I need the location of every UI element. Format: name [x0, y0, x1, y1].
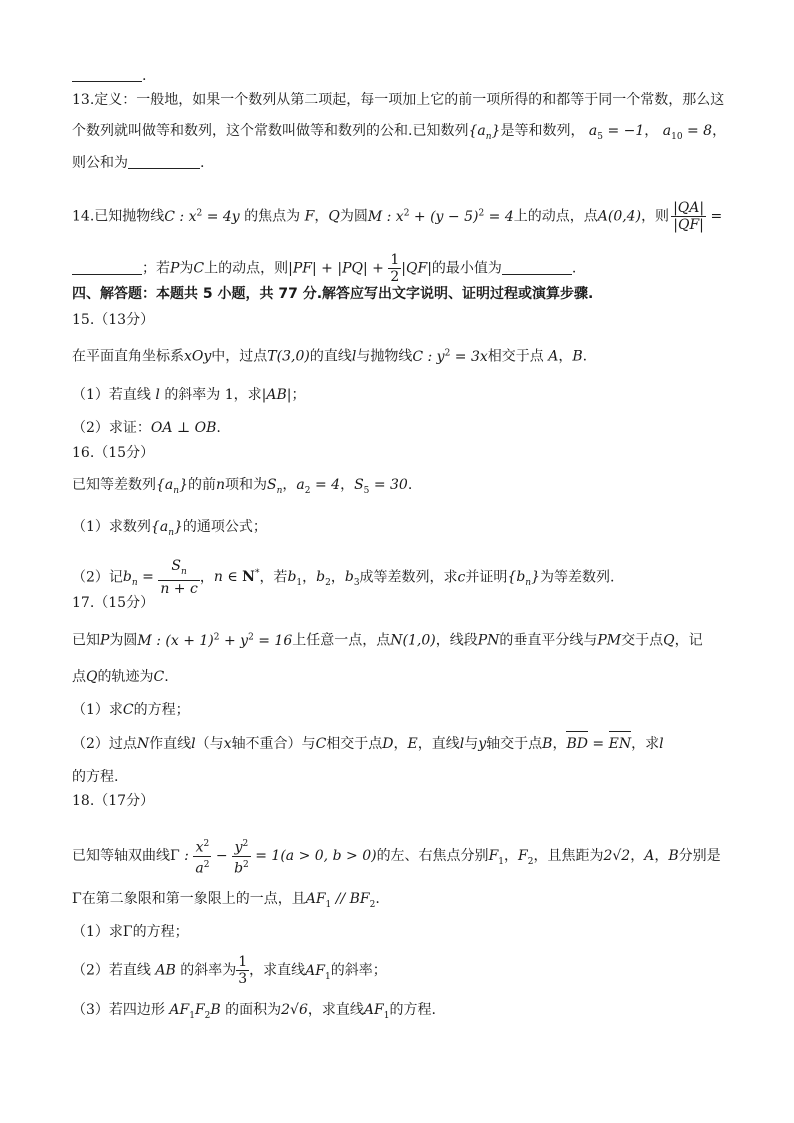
section-4-heading: 四、解答题：本题共 5 小题，共 77 分.解答应写出文字说明、证明过程或演算步骤. — [72, 286, 594, 302]
answer-blank — [502, 274, 572, 275]
answer-blank — [72, 81, 142, 82]
q16-part-2: （2）记$b_n$ = $\frac{S_n}{n + c}$ ，n ∈ N*，若$b_1$，$b_2$，$b_3$成等差数列，求c并证明$\{b_n\}$为等差数列. — [72, 558, 615, 597]
q18-part-1: （1）求Γ的方程； — [72, 924, 189, 940]
q18-header: 18.（17分） — [72, 793, 155, 809]
q17-part-2-cont: 的方程. — [72, 769, 119, 785]
q17-part-1: （1）求C的方程； — [72, 702, 190, 718]
q17-stem-2: 点Q的轨迹为C. — [72, 669, 169, 685]
q16-stem: 已知等差数列$\{a_n\}$的前n项和为$S_n$，$a_2 = 4$，$S_5 = 30$. — [72, 477, 413, 496]
q18-part-3: （3）若四边形 $AF_1F_2B$ 的面积为2√6，求直线$AF_1$的方程. — [72, 1002, 436, 1021]
q13-line-2: 个数列就叫做等和数列，这个常数叫做等和数列的公和.已知数列$\{a_n\}$是等和数列， $a_5 = -1$， $a_{10} = 8$， — [72, 123, 727, 142]
answer-blank — [72, 274, 142, 275]
q15-header: 15.（13分） — [72, 312, 155, 328]
q15-stem: 在平面直角坐标系xOy中，过点T(3,0)的直线l与抛物线C : $y^2 = 3x$相交于点 A，B. — [72, 348, 588, 365]
q13-line-1: 13.定义：一般地，如果一个数列从第二项起，每一项加上它的前一项所得的和都等于同一个常数，那么这 — [72, 92, 725, 108]
q14-line-1: 14.已知抛物线C : $x^2 = 4y$ 的焦点为 F，Q为圆M : $x^2 + (y - 5)^2 = 4$上的动点，点A(0,4)，则 $\frac{|QA|}{|QF|}$ = — [72, 200, 723, 233]
q18-stem-2: Γ在第二象限和第一象限上的一点，且$AF_1 // BF_2$. — [72, 891, 380, 910]
q17-header: 17.（15分） — [72, 595, 155, 611]
q13-line-3: 则公和为 . — [72, 155, 205, 171]
q18-stem-1: 已知等轴双曲线Γ : $\frac{x^2}{a^2}$ − $\frac{y^2}{b^2}$ = 1(a > 0, b > 0)的左、右焦点分别$F_1$，$F_2$，且焦距为2√2，A，B分别是 — [72, 836, 721, 876]
q14-line-2: ；若P为C上的动点，则|PF| + |PQ| + $\frac{1}{2}$ |QF|的最小值为 . — [72, 252, 576, 285]
q17-part-2: （2）过点N作直线l（与x轴不重合）与C相交于点D，E，直线l与y轴交于点B，BD = EN，求l — [72, 736, 664, 752]
q15-part-1: （1）若直线 l 的斜率为 1，求|AB|； — [72, 387, 306, 403]
q16-header: 16.（15分） — [72, 445, 155, 461]
q17-stem-1: 已知P为圆M : $(x + 1)^2 + y^2 = 16$上任意一点，点N(1,0)，线段PN的垂直平分线与PM交于点Q，记 — [72, 632, 703, 649]
answer-blank — [128, 168, 200, 169]
q18-part-2: （2）若直线 AB 的斜率为 $\frac{1}{3}$ ，求直线$AF_1$的斜率； — [72, 954, 387, 987]
prev-question-tail: . — [72, 66, 146, 86]
q16-part-1: （1）求数列$\{a_n\}$的通项公式； — [72, 519, 267, 538]
q15-part-2: （2）求证：OA ⊥ OB. — [72, 420, 221, 436]
